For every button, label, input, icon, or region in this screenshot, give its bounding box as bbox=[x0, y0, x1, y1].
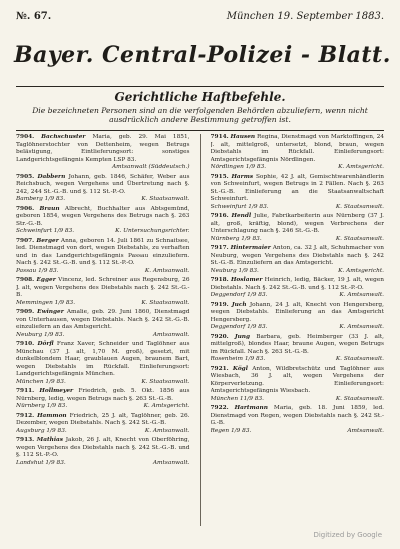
notice-text: Friedrich, 25 J. alt, Taglöhner, geb. 26. Dezember, wegen Diebstahls. Nach §. 242 St.-G.-B. bbox=[16, 412, 190, 426]
section-title: Gerichtliche Haftbefehle. bbox=[114, 90, 286, 104]
notice-entry bbox=[211, 174, 385, 212]
notice-name: Berger bbox=[36, 237, 59, 244]
notice-signature bbox=[16, 196, 190, 204]
notice-place-date: Neuburg 1/9 83. bbox=[16, 331, 65, 338]
notice-name: Braun bbox=[39, 205, 60, 212]
notice-authority: K. Staatsanwalt. bbox=[335, 356, 384, 362]
notice-number: 7922. bbox=[210, 405, 229, 411]
notice-body bbox=[211, 245, 385, 268]
notice-signature bbox=[211, 324, 385, 332]
notice-place-date: Schweinfurt 1/9 83. bbox=[16, 228, 75, 234]
notice-text: Sophie, 42 J. alt, Gemischtwarenhändlerin von Schweinfurt, wegen Betrugs in 2 Fällen. Nach §. 263 St.-G.-B. Einlieferung an die Staatsanwaltschaft Schweinfurt. bbox=[210, 173, 384, 202]
notice-entry bbox=[211, 366, 385, 404]
notice-entry bbox=[211, 302, 385, 332]
notice-number: 7912. bbox=[16, 412, 35, 419]
notice-signature bbox=[16, 164, 190, 172]
notice-text: Anton, Wildbretschütz und Taglöhner aus Wiesbach, 36 J. alt, wegen Vergehens der Körperverletzung. Einlieferungsort: Amtsgerichtsgefängnis Wiesbach. bbox=[210, 365, 384, 394]
issue-header bbox=[16, 8, 384, 24]
notice-body bbox=[211, 277, 385, 292]
notice-authority: K. Staatsanwalt. bbox=[141, 299, 190, 306]
notice-place-date: Deggendorf 1/9 83. bbox=[210, 292, 268, 298]
notice-name: Hendl bbox=[231, 213, 252, 219]
notice-entry bbox=[16, 413, 190, 436]
notice-text: Barbara, geb. Heimberger (33 J. alt, mittelgroß), blondes Haar, braune Augen, wegen Betrugs im Rückfall. Nach §. 263 St.-G.-B. bbox=[210, 333, 384, 355]
notice-body bbox=[16, 309, 190, 332]
notice-authority: Amtsanwalt. bbox=[347, 427, 384, 434]
notice-place-date: Landshut 1/9 83. bbox=[16, 459, 66, 466]
notice-place-date: München 11/9 83. bbox=[210, 395, 264, 402]
notice-text: Albrecht, Buchhalter aus Abtsgemünd, geboren 1854, wegen Vergehens des Betrugs nach §. 263 Str.-G.-B. bbox=[16, 205, 190, 227]
notice-signature bbox=[211, 204, 385, 212]
notice-place-date: Memmingen 1/9 83. bbox=[16, 299, 76, 306]
notice-number: 7911. bbox=[16, 388, 35, 394]
notice-signature bbox=[211, 292, 385, 300]
notice-entry bbox=[211, 277, 385, 300]
notice-text: Julie, Fabrikarbeiterin aus Nürnberg (37 J. alt, groß, kräftig, blond), wegen Verbrechens der Unterschlagung nach §. 246 St.-G.-B. bbox=[210, 213, 384, 234]
notice-place-date: Augsburg 1/9 83. bbox=[16, 427, 67, 434]
notice-authority: K. Amtsgericht. bbox=[338, 164, 384, 170]
notice-signature bbox=[16, 268, 190, 276]
notice-place-date: Schweinfurt 1/9 83. bbox=[210, 203, 269, 210]
notice-number: 7916. bbox=[210, 213, 229, 219]
notice-body bbox=[211, 134, 385, 164]
notice-body bbox=[16, 277, 190, 300]
notice-place-date: Nürnberg 1/9 83. bbox=[210, 235, 262, 242]
notice-signature bbox=[211, 236, 385, 244]
notice-signature bbox=[16, 428, 190, 436]
notice-entry bbox=[211, 405, 385, 435]
columns bbox=[16, 134, 384, 526]
notice-entry bbox=[16, 309, 190, 339]
notice-entry bbox=[16, 437, 190, 467]
notice-place-date: Regen 1/9 83. bbox=[210, 427, 252, 434]
notice-name: Juch bbox=[231, 301, 247, 308]
notice-name: Bachschuster bbox=[41, 134, 86, 140]
notice-number: 7908. bbox=[16, 277, 35, 283]
notice-signature bbox=[211, 268, 385, 276]
notice-authority: K. Amtsanwalt. bbox=[144, 427, 190, 434]
notice-signature bbox=[211, 428, 385, 436]
issue-date: München 19. September 1883. bbox=[226, 10, 384, 22]
notice-authority: K. Amtsgericht. bbox=[143, 403, 190, 409]
notice-name: Hammon bbox=[37, 412, 67, 419]
notice-authority: K. Staatsanwalt. bbox=[335, 395, 384, 402]
notice-entry bbox=[211, 134, 385, 172]
notice-text: Jakob, 26 J. alt, Knecht von Oberföhring, wegen Vergehens des Diebstahls nach §. 242 St.-G.-B. und §. 112 St.-P.-O. bbox=[16, 437, 190, 458]
notice-entry bbox=[211, 334, 385, 364]
notice-name: Kögl bbox=[232, 365, 248, 372]
notice-authority: K. Amtsanwalt. bbox=[144, 267, 190, 274]
notice-text: Maria, geb. 29. Mai 1851, Taglöhnerstochter von Dettenheim, wegen Betrugs belästigung, Eintlieferungsort: sonstiges Landgerichtsgefängnis Kempten LSP 83. bbox=[16, 134, 190, 163]
notice-authority: K. Amtsgericht. bbox=[338, 267, 384, 274]
notice-text: Johann, 24 J. alt, Knecht von Hengersberg, wegen Diebstahls. Einlieferung an das Amtsgericht Hengersberg. bbox=[210, 301, 384, 323]
notice-number: 7904. bbox=[16, 134, 35, 140]
notice-body bbox=[16, 341, 190, 379]
notice-text: Maria, geb. 18. Juni 1859, led. Dienstmagd von Regen, wegen Diebstahls nach §. 242 St.-G.-B. bbox=[210, 405, 384, 426]
notice-place-date: Deggendorf 1/9 83. bbox=[210, 324, 268, 330]
notice-number: 7915. bbox=[210, 173, 229, 180]
masthead-title-right: Polizei - Blatt. bbox=[207, 42, 391, 68]
column-left bbox=[16, 134, 190, 526]
notice-place-date: München 1/9 83. bbox=[16, 378, 66, 385]
notice-name: Ewinger bbox=[37, 309, 64, 315]
notice-entry bbox=[16, 238, 190, 276]
notice-entry bbox=[211, 245, 385, 275]
notice-body bbox=[211, 334, 385, 357]
notice-name: Hoslamer bbox=[230, 277, 263, 283]
notice-authority: K. Untersuchungsrichter. bbox=[115, 228, 190, 234]
notice-body bbox=[16, 174, 190, 197]
notice-place-date: Neuburg 1/9 83. bbox=[210, 267, 259, 274]
notice-body bbox=[16, 206, 190, 229]
notice-name: Hollmeyer bbox=[39, 388, 74, 394]
notice-signature bbox=[16, 332, 190, 340]
notice-body bbox=[16, 437, 190, 460]
notice-name: Dörfl bbox=[37, 341, 54, 347]
notice-entry bbox=[16, 388, 190, 411]
notice-name: Mathias bbox=[36, 437, 64, 443]
notice-entry bbox=[211, 213, 385, 243]
notice-number: 7921. bbox=[210, 365, 229, 372]
notice-text: Anton, ca. 32 J. alt, Schuhmacher von Neuburg, wegen Vergehens des Diebstahls nach §. 242 St.-G.-B. Einzuliefern an das Amtsgericht. bbox=[210, 245, 384, 266]
notice-signature bbox=[16, 228, 190, 236]
notice-name: Hausen bbox=[230, 134, 256, 140]
column-right bbox=[211, 134, 385, 526]
notice-place-date: Passau 1/9 83. bbox=[16, 267, 59, 274]
masthead bbox=[14, 28, 391, 82]
masthead-title-left: Bayer. Central- bbox=[14, 42, 208, 68]
notice-name: Hartmann bbox=[234, 405, 268, 411]
notice-number: 7907. bbox=[16, 237, 35, 244]
issue-number: №. 67. bbox=[16, 10, 52, 22]
notice-body bbox=[211, 213, 385, 236]
notice-signature bbox=[211, 356, 385, 364]
notice-authority: K. Staatsanwalt. bbox=[335, 235, 384, 242]
intro-rule bbox=[16, 130, 384, 131]
notice-authority: K. Staatsanwalt. bbox=[141, 196, 190, 202]
notice-number: 7920. bbox=[210, 333, 229, 340]
notice-text: Johann, geb. 1846, Schäfer, Weber aus Reichsbuch, wegen Vergehens und Übertretung nach §. 242, 244 St.-G.-B. und §. 112 St.-P.-O. bbox=[16, 173, 190, 195]
notice-body bbox=[211, 302, 385, 325]
notice-number: 7910. bbox=[16, 341, 35, 347]
notice-authority: K. Amtsanwalt. bbox=[339, 292, 384, 298]
notice-authority: K. Staatsanwalt. bbox=[335, 203, 384, 210]
notice-authority: Amtsanwalt (Süddeutsch.) bbox=[111, 164, 190, 170]
notice-number: 7917. bbox=[210, 245, 229, 251]
notice-authority: Amtsanwalt. bbox=[152, 331, 190, 338]
notice-text: Heinrich, ledig, Bäcker, 19 J. alt, wegen Diebstahls. Nach §. 242 St.-G.-B. und §. 112 St.-P.-O. bbox=[210, 277, 384, 291]
notice-number: 7919. bbox=[210, 301, 229, 308]
notice-text: Friedrich, geb. 5. Okt. 1856 aus Nürnberg, ledig, wegen Betrugs nach §. 263 St.-G.-B. bbox=[16, 388, 190, 402]
notice-name: Dabbern bbox=[37, 173, 66, 180]
notice-signature bbox=[211, 164, 385, 172]
notice-body bbox=[16, 134, 190, 164]
section-intro: Die bezeichneten Personen sind an die verfolgenden Behörden abzuliefern, wenn nicht ausdrücklich andere Bestimmung getroffen ist. bbox=[32, 106, 368, 125]
notice-body bbox=[16, 238, 190, 268]
notice-text: Franz Xaver, Schneider und Taglöhner aus Münchau (37 J. alt, 1,70 M. groß), gesetzt, mit dunkelblondem Haar, graublauen Augen, braunem Bart, wegen Diebstahls im Rückfall. Einlieferungsort: Landgerichtsgefängnis München. bbox=[16, 341, 190, 377]
notice-number: 7914. bbox=[210, 134, 229, 140]
notice-text: Amalie, geb. 29. Juni 1860, Dienstmagd von Unterhausen, wegen Diebstahls. Nach §. 242 St.-G.-B. einzuliefern an das Amtsgericht. bbox=[16, 309, 190, 330]
notice-entry bbox=[16, 341, 190, 386]
notice-number: 7918. bbox=[210, 277, 229, 283]
notice-place-date: Rosenheim 1/9 83. bbox=[210, 356, 266, 362]
column-divider bbox=[200, 134, 201, 526]
watermark: Digitized by Google bbox=[313, 531, 382, 539]
notice-name: Egger bbox=[36, 277, 56, 283]
notice-signature bbox=[16, 379, 190, 387]
notice-signature bbox=[16, 403, 190, 411]
notice-authority: K. Staatsanwalt. bbox=[141, 378, 190, 385]
notice-signature bbox=[16, 300, 190, 308]
notice-name: Jung bbox=[234, 333, 251, 340]
notice-place-date: Nürnberg 1/9 83. bbox=[16, 403, 68, 409]
notice-place-date: Nördlingen 1/9 83. bbox=[210, 164, 267, 170]
notice-body bbox=[211, 405, 385, 428]
notice-place-date: Bamberg 1/9 83. bbox=[16, 196, 66, 202]
notice-entry bbox=[16, 206, 190, 236]
notice-name: Harms bbox=[231, 173, 254, 180]
notice-text: Vincenz, led. Schreiner aus Regensburg, 26 J. alt, wegen Vergehens des Diebstahls nach §. 242 St.-G.-B. bbox=[16, 277, 190, 298]
notice-entry bbox=[16, 134, 190, 172]
notice-authority: Amtsanwalt. bbox=[152, 459, 190, 466]
notice-entry bbox=[16, 277, 190, 307]
masthead-rule bbox=[16, 86, 384, 87]
notice-number: 7905. bbox=[16, 173, 35, 180]
notice-body bbox=[16, 413, 190, 428]
notice-name: Hintermaier bbox=[230, 245, 271, 251]
notice-body bbox=[211, 366, 385, 396]
notice-authority: K. Amtsanwalt. bbox=[339, 324, 384, 330]
notice-number: 7909. bbox=[16, 309, 35, 315]
notice-text: Anna, geboren 14. Juli 1861 zu Schnaitsee, led. Dienstmagd von dort, wegen Diebstahls, zu verhaften und in das Landgerichtsgefängnis Passau einzuliefern. Nach §. 242 St.-G.-B. und §. 112 St.-P.-O. bbox=[16, 237, 190, 266]
notice-text: Regina, Dienstmagd von Marktoffingen, 24 J. alt, mittelgroß, untersetzt, blond, braun, wegen Diebstahls im Rückfall. Einlieferungsort: Amtsgerichtsgefängnis Nördlingen. bbox=[210, 134, 384, 163]
notice-signature bbox=[16, 460, 190, 468]
notice-signature bbox=[211, 396, 385, 404]
notice-body bbox=[211, 174, 385, 204]
notice-body bbox=[16, 388, 190, 403]
notice-number: 7906. bbox=[16, 205, 35, 212]
notice-entry bbox=[16, 174, 190, 204]
notice-number: 7913. bbox=[16, 437, 35, 443]
